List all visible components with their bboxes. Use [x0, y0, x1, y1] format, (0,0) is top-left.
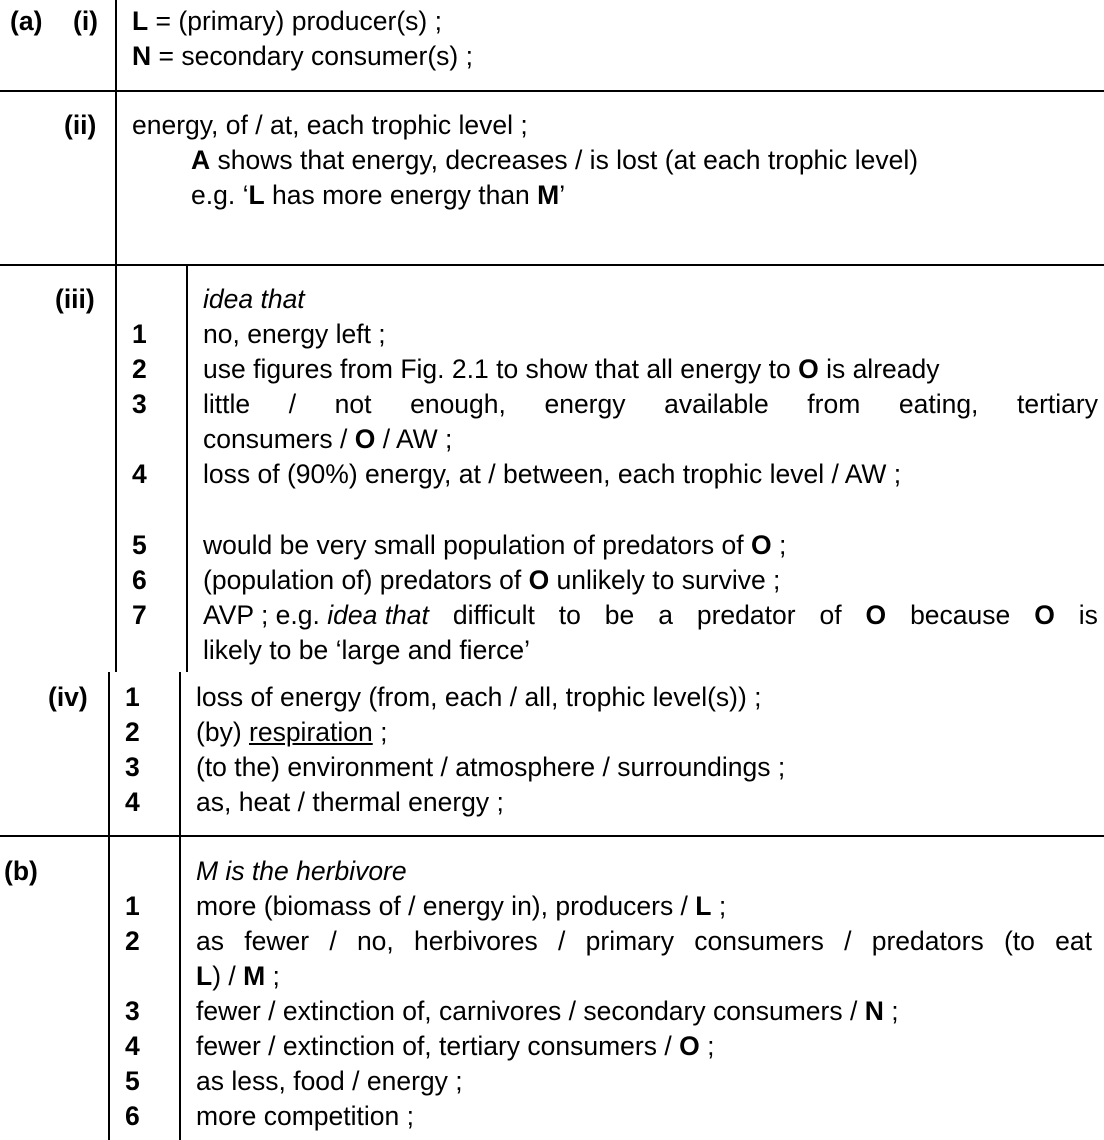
- point-text: (by) respiration ;: [196, 717, 388, 747]
- point-text: fewer / extinction of, carnivores / secondary consumers / N ;: [196, 996, 899, 1026]
- point-number: 3: [132, 389, 147, 419]
- column-divider-lower-inner: [179, 672, 181, 1140]
- point-number: 1: [125, 891, 140, 921]
- point-number: 5: [125, 1066, 140, 1096]
- point-text: likely to be ‘large and fierce’: [203, 635, 531, 665]
- point-number: 6: [125, 1101, 140, 1131]
- point-text: consumers / O / AW ;: [203, 424, 453, 454]
- point-number: 1: [125, 682, 140, 712]
- answer-line: N = secondary consumer(s) ;: [132, 41, 473, 71]
- rule-after-a-i: [0, 90, 1104, 92]
- point-number: 2: [125, 717, 140, 747]
- column-divider-iii-inner: [186, 264, 188, 672]
- point-text: as fewer / no, herbivores / primary consumers / predators (to eat: [196, 926, 1092, 956]
- intro-note: M is the herbivore: [196, 856, 407, 886]
- answer-line: energy, of / at, each trophic level ;: [132, 110, 528, 140]
- answer-line: L = (primary) producer(s) ;: [132, 6, 442, 36]
- point-text: more competition ;: [196, 1101, 414, 1131]
- label-a-ii: (ii): [64, 110, 97, 140]
- label-a-iv: (iv): [48, 682, 88, 712]
- point-number: 2: [132, 354, 147, 384]
- rule-after-a-ii: [0, 264, 1104, 266]
- point-text: (population of) predators of O unlikely to survive ;: [203, 565, 781, 595]
- point-text: fewer / extinction of, tertiary consumers / O ;: [196, 1031, 715, 1061]
- point-number: 2: [125, 926, 140, 956]
- point-text: little / not enough, energy available from eating, tertiary: [203, 389, 1098, 419]
- column-divider-upper: [115, 0, 117, 672]
- point-text: would be very small population of predators of O ;: [203, 530, 787, 560]
- point-number: 7: [132, 600, 147, 630]
- point-number: 3: [125, 996, 140, 1026]
- point-number: 5: [132, 530, 147, 560]
- point-number: 3: [125, 752, 140, 782]
- label-a-i: (i): [73, 6, 99, 36]
- point-text: as, heat / thermal energy ;: [196, 787, 504, 817]
- label-a-iii: (iii): [55, 284, 95, 314]
- intro-note: idea that: [203, 284, 305, 314]
- point-text: more (biomass of / energy in), producers / L ;: [196, 891, 727, 921]
- point-text: loss of energy (from, each / all, trophic level(s)) ;: [196, 682, 762, 712]
- point-text: AVP ; e.g. idea that difficult to be a predator of O because O is: [203, 600, 1098, 630]
- example-note: e.g. ‘L has more energy than M’: [191, 180, 566, 210]
- point-text: no, energy left ;: [203, 319, 386, 349]
- point-text: L) / M ;: [196, 961, 280, 991]
- point-text: loss of (90%) energy, at / between, each trophic level / AW ;: [203, 459, 902, 489]
- point-number: 6: [132, 565, 147, 595]
- column-divider-lower: [108, 672, 110, 1140]
- point-number: 4: [132, 459, 147, 489]
- point-number: 4: [125, 787, 140, 817]
- label-a: (a): [10, 6, 43, 36]
- rule-after-a-iv: [0, 835, 1104, 837]
- point-text: (to the) environment / atmosphere / surroundings ;: [196, 752, 786, 782]
- allow-note: A shows that energy, decreases / is lost (at each trophic level): [191, 145, 919, 175]
- point-text: use figures from Fig. 2.1 to show that all energy to O is already: [203, 354, 940, 384]
- point-number: 1: [132, 319, 147, 349]
- point-text: as less, food / energy ;: [196, 1066, 463, 1096]
- label-b: (b): [4, 856, 38, 886]
- point-number: 4: [125, 1031, 140, 1061]
